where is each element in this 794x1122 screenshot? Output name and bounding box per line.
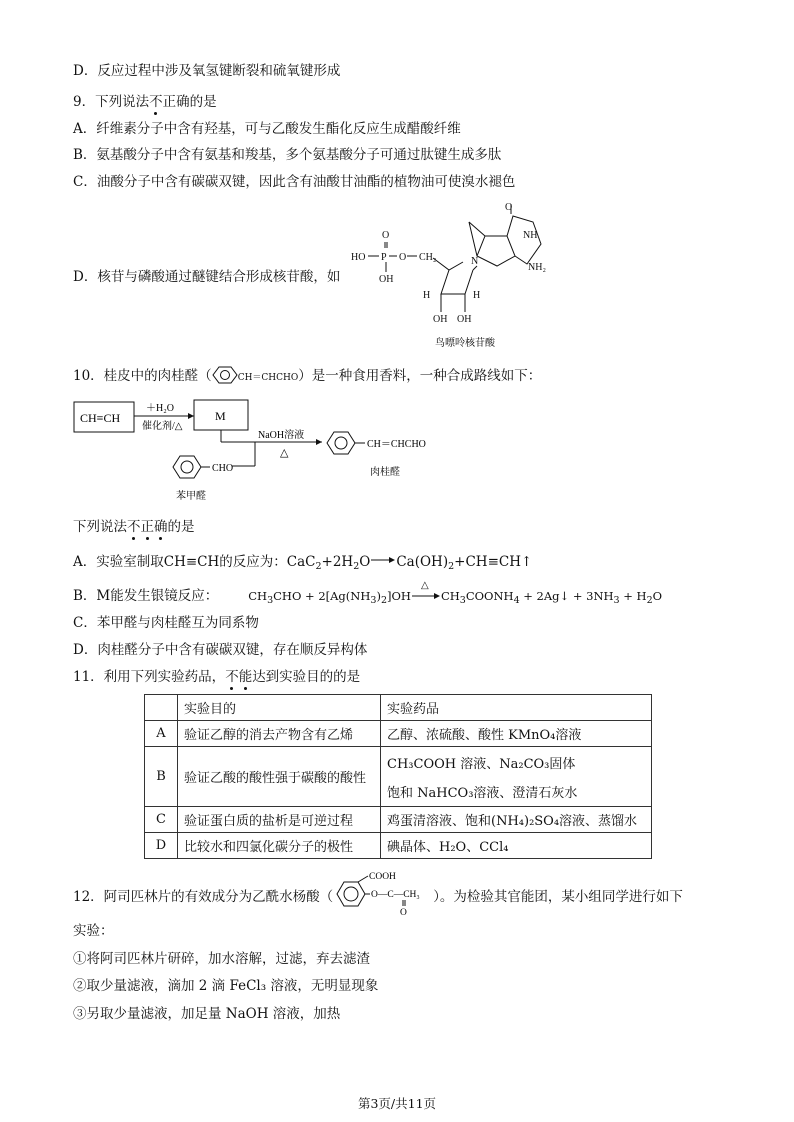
figure-caption: 鸟嘌呤核苷酸 (435, 338, 495, 349)
reaction-arrow-icon (411, 591, 441, 601)
svg-text:CHO: CHO (212, 463, 234, 474)
svg-text:O: O (505, 202, 513, 213)
svg-text:OH: OH (433, 314, 448, 325)
svg-text:△: △ (280, 447, 289, 459)
svg-text:N: N (471, 256, 479, 267)
table-header-row: 实验目的 实验药品 (145, 695, 652, 721)
svg-text:催化剂/△: 催化剂/△ (142, 421, 183, 432)
table-row: A 验证乙醇的消去产物含有乙烯 乙醇、浓硫酸、酸性 KMnO₄溶液 (145, 721, 652, 747)
svg-text:O—C—CH₃: O—C—CH₃ (371, 890, 420, 900)
q9-option-b: B．氨基酸分子中含有氨基和羧基，多个氨基酸分子可通过肽键生成多肽 (73, 147, 502, 163)
q10-option-a: A．实验室制取CH≡CH的反应为：$CaC_2+2H_2O$ $Ca(OH)_2+CH\equiv CH↑$ (73, 554, 533, 572)
svg-text:NH: NH (523, 230, 538, 241)
svg-text:CH₂: CH₂ (419, 252, 437, 263)
benzene-ring-icon (212, 366, 238, 384)
page-number: 第3页/共11页 (357, 1096, 437, 1111)
q9-option-d: D．核苷与磷酸通过醚键结合形成核苷酸，如 (73, 269, 341, 285)
q9-option-a: A．纤维素分子中含有羟基，可与乙酸发生酯化反应生成醋酸纤维 (73, 121, 461, 137)
q11-stem: 11．利用下列实验药品，不能达到实验目的的是 (73, 669, 361, 685)
q12-step-2: ②取少量滤液，滴加 2 滴 FeCl₃ 溶液，无明显现象 (73, 978, 379, 994)
svg-text:H: H (473, 290, 481, 301)
q10-stem: 10．桂皮中的肉桂醛（ CH＝CHCHO）是一种食用香料，一种合成路线如下： (73, 368, 542, 384)
table-row: B 验证乙酸的酸性强于碳酸的酸性 CH₃COOH 溶液、Na₂CO₃固体 饱和 NaHCO₃溶液、澄清石灰水 (145, 747, 652, 807)
svg-text:HO: HO (351, 252, 366, 263)
table-row: D 比较水和四氯化碳分子的极性 碘晶体、H₂O、CCl₄ (145, 833, 652, 859)
q12-experiment-label: 实验： (73, 923, 114, 939)
svg-text:O: O (382, 230, 390, 241)
synthesis-route (72, 396, 492, 508)
svg-text:NH₂: NH₂ (528, 262, 546, 273)
q12-stem: 12．阿司匹林片的有效成分为乙酰水杨酸（ ）。为检验其官能团，某小组同学进行如下 (73, 889, 683, 905)
q9-option-c: C．油酸分子中含有碳碳双键，因此含有油酸甘油酯的植物油可使溴水褪色 (73, 174, 516, 190)
svg-text:OH: OH (457, 314, 472, 325)
q10-option-b: B．M能发生银镜反应： $CH_3CHO + 2[Ag(NH_3)_2]OH$ △ $CH_3COONH_4$ + 2Ag↓ + $3NH_3 + H_2O$ (73, 580, 663, 606)
experiment-table (144, 694, 652, 859)
svg-text:M: M (215, 409, 226, 423)
aspirin-structure (336, 868, 446, 918)
svg-text:苯甲醛: 苯甲醛 (176, 491, 206, 502)
reaction-arrow-icon (370, 555, 396, 565)
q10-option-d: D．肉桂醛分子中含有碳碳双键，存在顺反异构体 (73, 642, 368, 658)
q8-option-d: D．反应过程中涉及氧氢键断裂和硫氧键形成 (73, 63, 341, 79)
q10-stem2: 下列说法不正确的是 (73, 519, 195, 535)
q9-stem: 9．下列说法不正确的是 (73, 94, 217, 110)
svg-text:＋H₂O: ＋H₂O (146, 403, 174, 414)
q12-step-1: ①将阿司匹林片研碎，加水溶解，过滤，弃去滤渣 (73, 951, 370, 967)
svg-text:CH＝CHCHO: CH＝CHCHO (367, 439, 426, 450)
svg-text:OH: OH (379, 274, 394, 285)
svg-text:CH≡CH: CH≡CH (80, 411, 121, 425)
svg-text:O: O (400, 908, 407, 918)
svg-text:H: H (423, 290, 431, 301)
q12-step-3: ③另取少量滤液，加足量 NaOH 溶液，加热 (73, 1006, 341, 1022)
svg-text:O: O (399, 252, 407, 263)
q10-option-c: C．苯甲醛与肉桂醛互为同系物 (73, 615, 259, 631)
svg-text:NaOH溶液: NaOH溶液 (258, 430, 305, 441)
guanosine-monophosphate-structure (345, 200, 575, 350)
svg-text:P: P (381, 252, 387, 263)
table-row: C 验证蛋白质的盐析是可逆过程 鸡蛋清溶液、饱和(NH₄)₂SO₄溶液、蒸馏水 (145, 807, 652, 833)
svg-text:COOH: COOH (369, 872, 396, 882)
svg-text:肉桂醛: 肉桂醛 (370, 467, 400, 478)
